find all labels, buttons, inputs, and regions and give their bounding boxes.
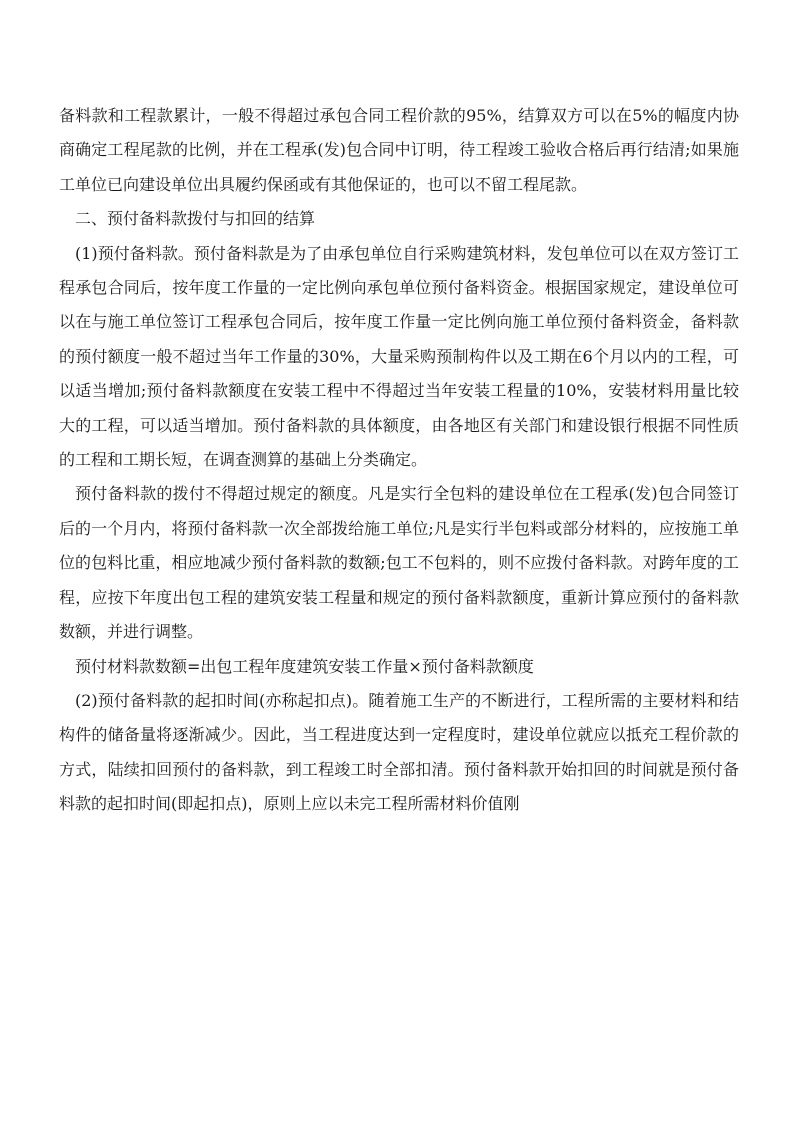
paragraph-payment-limit: 预付备料款的拨付不得超过规定的额度。凡是实行全包料的建设单位在工程承(发)包合同签订后的一个月内，将预付备料款一次全部拨给施工单位;凡是实行半包料或部分材料的，应按施工单位的包料比重，相应地减少预付备料款的数额;包工不包料的，则不应拨付备料款。对跨年度的工程，应按下年度出包工程的建筑安装工程量和规定的预付备料款额度，重新计算应预付的备料款数额，并进行调整。 — [59, 484, 739, 642]
section-heading: 二、预付备料款拨付与扣回的结算 — [75, 209, 316, 229]
paragraph-continuation: 备料款和工程款累计，一般不得超过承包合同工程价款的95%，结算双方可以在5%的幅度内协商确定工程尾款的比例，并在工程承(发)包合同中订明，待工程竣工验收合格后再行结清;如果施工单位已向建设单位出具履约保函或有其他保证的，也可以不留工程尾款。 — [59, 106, 739, 194]
paragraph-deduction-start: (2)预付备料款的起扣时间(亦称起扣点)。随着施工生产的不断进行，工程所需的主要材料和结构件的储备量将逐渐减少。因此，当工程进度达到一定程度时，建设单位就应以抵充工程价款的方式，陆续扣回预付的备料款，到工程竣工时全部扣清。预付备料款开始扣回的时间就是预付备料款的起扣时间(即起扣点)，原则上应以未完工程所需材料价值刚 — [59, 690, 739, 814]
document-body — [59, 99, 739, 822]
paragraph-advance-payment: (1)预付备料款。预付备料款是为了由承包单位自行采购建筑材料，发包单位可以在双方签订工程承包合同后，按年度工作量的一定比例向承包单位预付备料资金。根据国家规定，建设单位可以在与施工单位签订工程承包合同后，按年度工作量一定比例向施工单位预付备料资金，备料款的预付额度一般不超过当年工作量的30%，大量采购预制构件以及工期在6个月以内的工程，可以适当增加;预付备料款额度在安装工程中不得超过当年安装工程量的10%，安装材料用量比较大的工程，可以适当增加。预付备料款的具体额度，由各地区有关部门和建设银行根据不同性质的工程和工期长短，在调查测算的基础上分类确定。 — [59, 243, 739, 470]
paragraph-formula: 预付材料款数额=出包工程年度建筑安装工作量×预付备料款额度 — [75, 656, 534, 676]
